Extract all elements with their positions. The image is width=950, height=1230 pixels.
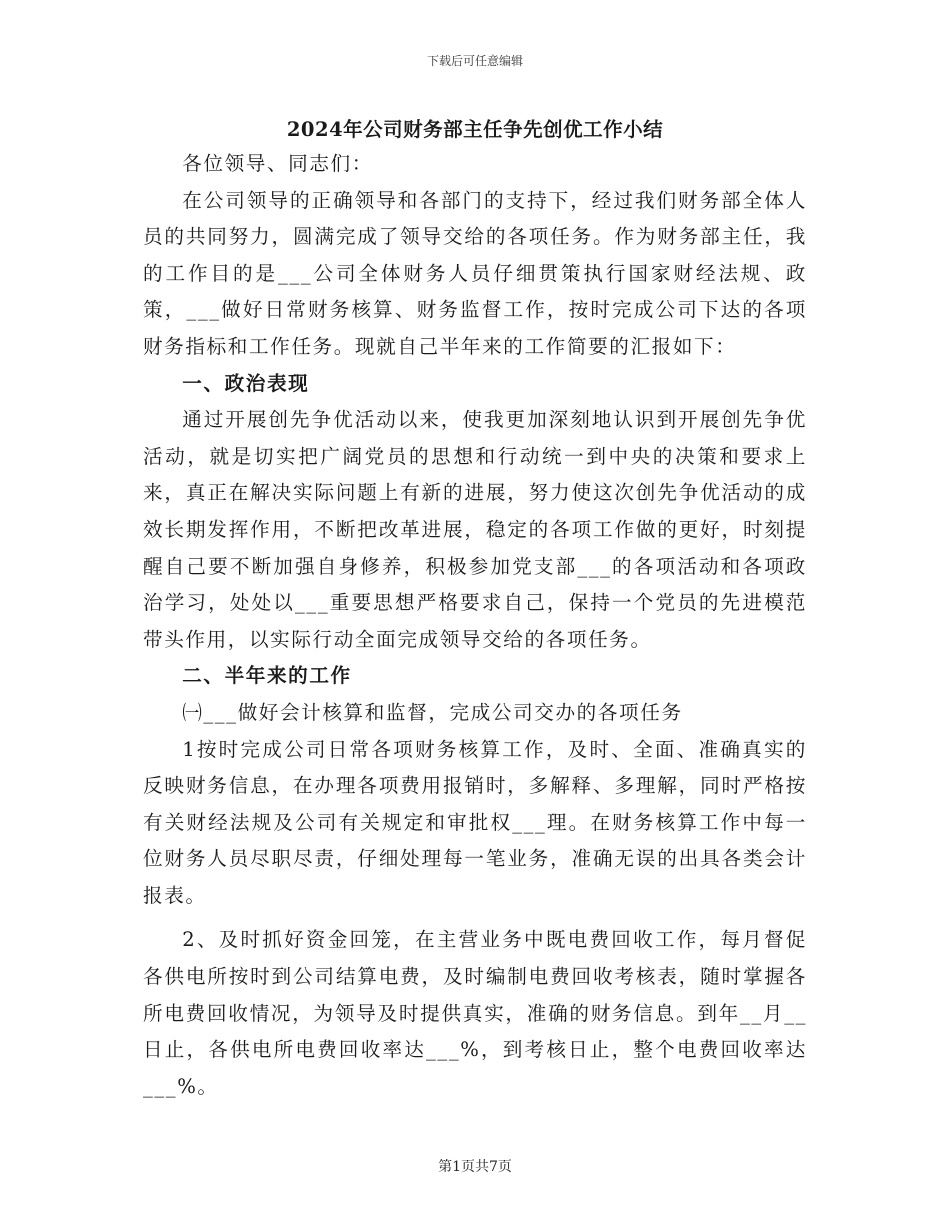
header-note: 下载后可任意编辑 <box>426 54 523 68</box>
politics-paragraph: 通过开展创先争优活动以来，使我更加深刻地认识到开展创先争优活动，就是切实把广阔党员的思想和行动统一到中央的决策和要求上来，真正在解决实际问题上有新的进展，努力使这次创先争优活动的成效长期发挥作用，不断把改革进展，稳定的各项工作做的更好，时刻提醒自己要不断加强自身修养，积极参加党支部___的各项活动和各项政治学习，处处以___重要思想严格要求自己，保持一个党员的先进模范带头作用，以实际行动全面完成领导交给的各项任务。 <box>143 408 807 651</box>
intro-paragraph: 在公司领导的正确领导和各部门的支持下，经过我们财务部全体人员的共同努力，圆满完成了领导交给的各项任务。作为财务部主任，我的工作目的是___公司全体财务人员仔细贯策执行国家财经法规、政策，___做好日常财务核算、财务监督工作，按时完成公司下达的各项财务指标和工作任务。现就自己半年来的工作简要的汇报如下： <box>143 188 807 358</box>
work-item-2: 2、及时抓好资金回笼，在主营业务中既电费回收工作，每月督促各供电所按时到公司结算电费，及时编制电费回收考核表，随时掌握各所电费回收情况，为领导及时提供真实，准确的财务信息。到年__月__日止，各供电所电费回收率达___%，到考核日止，整个电费回收率达___%。 <box>143 928 807 1098</box>
document-body <box>143 146 807 1105</box>
work-item-1: 1按时完成公司日常各项财务核算工作，及时、全面、准确真实的反映财务信息，在办理各项费用报销时，多解释、多理解，同时严格按有关财经法规及公司有关规定和审批权___理。在财务核算工作中每一位财务人员尽职尽责，仔细处理每一笔业务，准确无误的出具各类会计报表。 <box>143 737 807 907</box>
salutation: 各位领导、同志们： <box>182 152 373 175</box>
section-heading-work: 二、半年来的工作 <box>182 664 352 688</box>
document-title: 2024年公司财务部主任争先创优工作小结 <box>286 118 664 141</box>
page-number: 第1页共7页 <box>438 1159 512 1175</box>
work-subheading: ㈠___做好会计核算和监督，完成公司交办的各项任务 <box>182 700 683 724</box>
section-heading-politics: 一、政治表现 <box>182 371 310 395</box>
